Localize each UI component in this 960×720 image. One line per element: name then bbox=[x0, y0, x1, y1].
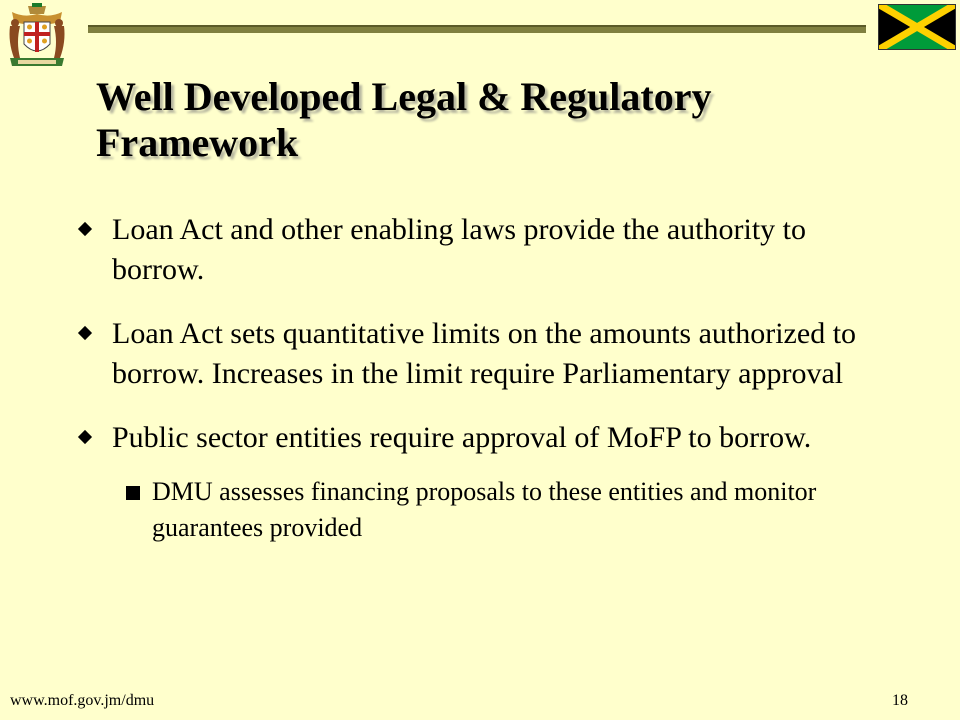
diamond-bullet-icon bbox=[78, 430, 92, 444]
bullet-text: Loan Act sets quantitative limits on the amounts authorized to borrow. Increases in the limit require Parliamentary approval bbox=[112, 317, 857, 390]
jamaica-flag-icon bbox=[878, 4, 956, 50]
square-bullet-icon bbox=[126, 486, 140, 500]
bullet-item bbox=[74, 210, 894, 290]
bullet-text: Loan Act and other enabling laws provide the authority to borrow. bbox=[112, 213, 806, 286]
bullet-text: Public sector entities require approval of MoFP to borrow. bbox=[112, 421, 812, 454]
slide-title: Well Developed Legal & Regulatory Framework bbox=[96, 74, 712, 165]
diamond-bullet-icon bbox=[78, 222, 92, 236]
bullet-item bbox=[74, 314, 894, 394]
coat-of-arms-icon bbox=[4, 2, 70, 68]
footer-url: www.mof.gov.jm/dmu bbox=[10, 692, 155, 709]
bullet-list bbox=[74, 210, 894, 546]
bullet-item bbox=[74, 418, 894, 458]
header-rule bbox=[88, 25, 866, 33]
sub-bullet-item bbox=[74, 474, 894, 546]
diamond-bullet-icon bbox=[78, 326, 92, 340]
sub-bullet-text: DMU assesses financing proposals to these entities and monitor guarantees provided bbox=[152, 477, 817, 542]
page-number: 18 bbox=[892, 692, 908, 709]
